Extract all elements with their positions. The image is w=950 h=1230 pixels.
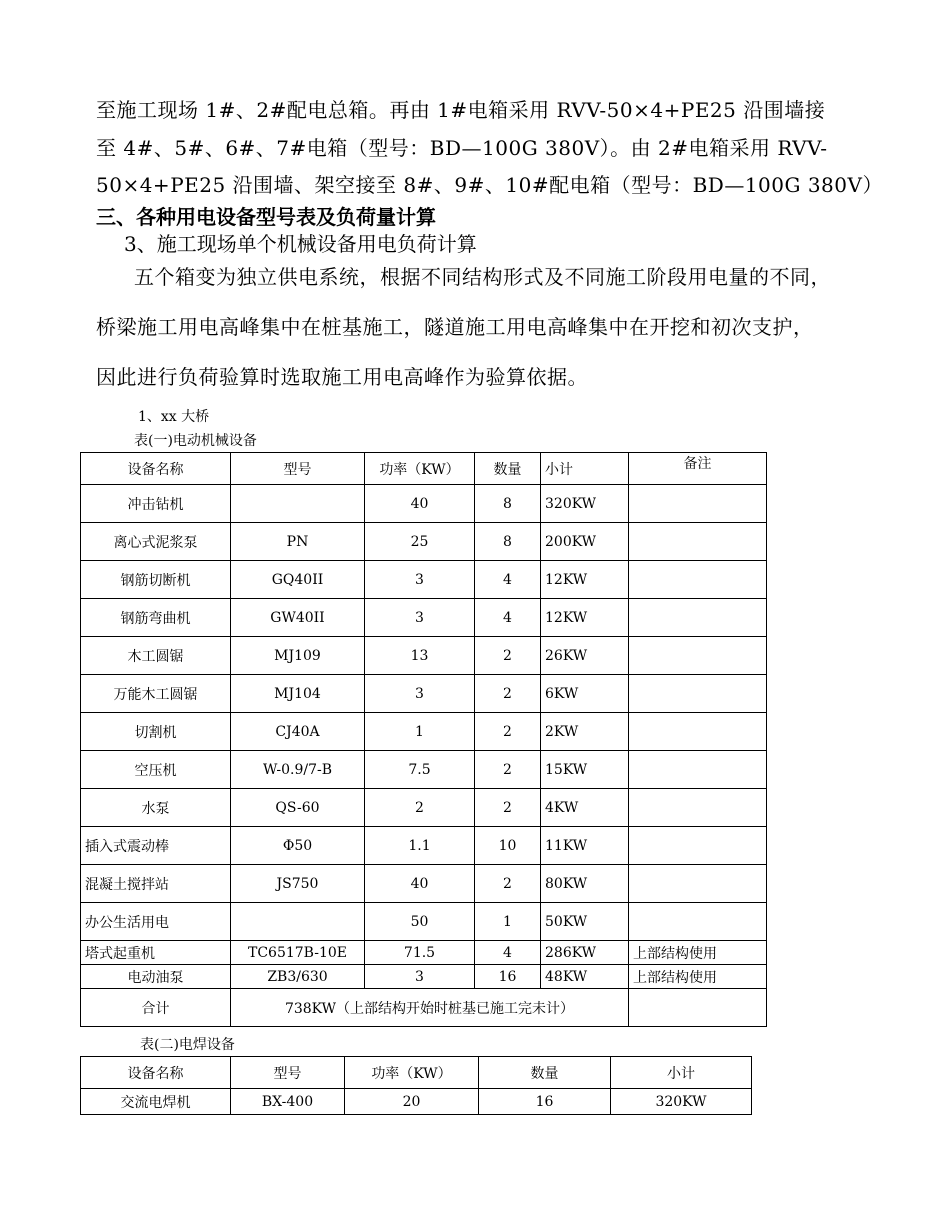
table-row xyxy=(81,903,767,941)
body-line-1: 五个箱变为独立供电系统，根据不同结构形式及不同施工阶段用电量的不同， xyxy=(134,265,831,289)
table-cell: 8 xyxy=(475,523,541,561)
table-cell: 12KW xyxy=(541,599,629,637)
table-row xyxy=(81,561,767,599)
table-cell: 80KW xyxy=(541,865,629,903)
col-header-subtotal: 小计 xyxy=(541,453,629,485)
table-cell: 木工圆锯 xyxy=(81,637,231,675)
table-row xyxy=(81,941,767,965)
col-header-note: 备注 xyxy=(629,453,767,485)
table-cell: MJ109 xyxy=(231,637,365,675)
table-cell: 1 xyxy=(475,903,541,941)
table-cell xyxy=(231,903,365,941)
paragraph-line-2: 至 4#、5#、6#、7#电箱（型号：BD—100G 380V）。由 2#电箱采用 RVV- xyxy=(96,136,828,160)
table-cell: 20 xyxy=(345,1089,479,1115)
section-heading: 三、各种用电设备型号表及负荷量计算 xyxy=(96,205,436,229)
table-cell xyxy=(629,637,767,675)
table-cell: 4 xyxy=(475,599,541,637)
table-row xyxy=(81,713,767,751)
table-cell: TC6517B-10E xyxy=(231,941,365,965)
table-cell: 1 xyxy=(365,713,475,751)
table-cell xyxy=(231,485,365,523)
table-cell: MJ104 xyxy=(231,675,365,713)
table-cell: 2 xyxy=(365,789,475,827)
table-row xyxy=(81,789,767,827)
col-header-name: 设备名称 xyxy=(81,1057,231,1089)
table-row xyxy=(81,1089,752,1115)
table-cell: GW40II xyxy=(231,599,365,637)
table-cell: 3 xyxy=(365,561,475,599)
table-row xyxy=(81,965,767,989)
col-header-model: 型号 xyxy=(231,453,365,485)
table-cell: 电动油泵 xyxy=(81,965,231,989)
table-cell: 1.1 xyxy=(365,827,475,865)
table-cell: 286KW xyxy=(541,941,629,965)
subsection-heading: 3、施工现场单个机械设备用电负荷计算 xyxy=(124,232,477,256)
table-cell: 8 xyxy=(475,485,541,523)
table-row xyxy=(81,599,767,637)
total-label: 合计 xyxy=(81,989,231,1027)
table-cell: Φ50 xyxy=(231,827,365,865)
table-cell: 3 xyxy=(365,675,475,713)
table-cell: 水泵 xyxy=(81,789,231,827)
table-row xyxy=(81,675,767,713)
body-line-3: 因此进行负荷验算时选取施工用电高峰作为验算依据。 xyxy=(96,365,588,389)
total-value: 738KW（上部结构开始时桩基已施工完未计） xyxy=(231,989,629,1027)
table-cell: 50KW xyxy=(541,903,629,941)
table-cell: 200KW xyxy=(541,523,629,561)
table-cell: 16 xyxy=(479,1089,611,1115)
table-cell: W-0.9/7-B xyxy=(231,751,365,789)
table-cell: 2 xyxy=(475,713,541,751)
table-cell: 离心式泥浆泵 xyxy=(81,523,231,561)
col-header-qty: 数量 xyxy=(475,453,541,485)
table-cell: 10 xyxy=(475,827,541,865)
table-cell: 48KW xyxy=(541,965,629,989)
table-cell: 6KW xyxy=(541,675,629,713)
col-header-power: 功率（KW） xyxy=(345,1057,479,1089)
body-line-2: 桥梁施工用电高峰集中在桩基施工，隧道施工用电高峰集中在开挖和初次支护， xyxy=(96,315,814,339)
table-cell: BX-400 xyxy=(231,1089,345,1115)
table-cell xyxy=(629,827,767,865)
table-cell: PN xyxy=(231,523,365,561)
table-cell xyxy=(629,789,767,827)
table-cell: QS-60 xyxy=(231,789,365,827)
table-cell: 混凝土搅拌站 xyxy=(81,865,231,903)
table-cell: 空压机 xyxy=(81,751,231,789)
table-row xyxy=(81,485,767,523)
table-cell: 50 xyxy=(365,903,475,941)
table-cell xyxy=(629,903,767,941)
table-cell: 15KW xyxy=(541,751,629,789)
table-row xyxy=(81,827,767,865)
table-cell: 40 xyxy=(365,485,475,523)
table-cell: 2 xyxy=(475,751,541,789)
table-cell: 2 xyxy=(475,865,541,903)
table-cell: 2 xyxy=(475,789,541,827)
table-cell: 11KW xyxy=(541,827,629,865)
total-note xyxy=(629,989,767,1027)
paragraph-line-1: 至施工现场 1#、2#配电总箱。再由 1#电箱采用 RVV-50×4+PE25 沿围墙接 xyxy=(96,98,826,122)
table-cell: 2 xyxy=(475,675,541,713)
table-cell xyxy=(629,713,767,751)
table-cell: 25 xyxy=(365,523,475,561)
table-cell: 3 xyxy=(365,965,475,989)
table-cell xyxy=(629,561,767,599)
table-row xyxy=(81,523,767,561)
bridge-label: 1、xx 大桥 xyxy=(138,409,210,425)
table-cell xyxy=(629,865,767,903)
table-cell: 上部结构使用 xyxy=(629,941,767,965)
table-cell: 2 xyxy=(475,637,541,675)
table-cell: 4 xyxy=(475,561,541,599)
table-cell: 320KW xyxy=(611,1089,752,1115)
table-cell: 13 xyxy=(365,637,475,675)
table-row xyxy=(81,637,767,675)
table-cell: ZB3/630 xyxy=(231,965,365,989)
table-cell: 7.5 xyxy=(365,751,475,789)
table-cell xyxy=(629,599,767,637)
table-cell xyxy=(629,675,767,713)
col-header-power: 功率（KW） xyxy=(365,453,475,485)
col-header-subtotal: 小计 xyxy=(611,1057,752,1089)
table-cell: 钢筋切断机 xyxy=(81,561,231,599)
table-cell: 插入式震动棒 xyxy=(81,827,231,865)
table-cell: 上部结构使用 xyxy=(629,965,767,989)
table-cell: JS750 xyxy=(231,865,365,903)
table-cell xyxy=(629,523,767,561)
table-cell: 万能木工圆锯 xyxy=(81,675,231,713)
col-header-qty: 数量 xyxy=(479,1057,611,1089)
table-cell: 冲击钻机 xyxy=(81,485,231,523)
table-cell: 钢筋弯曲机 xyxy=(81,599,231,637)
table-row xyxy=(81,865,767,903)
table-cell: CJ40A xyxy=(231,713,365,751)
table-cell: 3 xyxy=(365,599,475,637)
table2-caption: 表(二)电焊设备 xyxy=(140,1037,235,1053)
table-welding-equipment xyxy=(80,1056,752,1115)
table-cell: 塔式起重机 xyxy=(81,941,231,965)
paragraph-line-3: 50×4+PE25 沿围墙、架空接至 8#、9#、10#配电箱（型号：BD—100G 380V） xyxy=(96,173,883,197)
table-cell: GQ40II xyxy=(231,561,365,599)
table-cell: 12KW xyxy=(541,561,629,599)
table-cell xyxy=(629,485,767,523)
col-header-name: 设备名称 xyxy=(81,453,231,485)
table-cell: 办公生活用电 xyxy=(81,903,231,941)
table-electric-machinery xyxy=(80,452,767,1027)
table-cell: 16 xyxy=(475,965,541,989)
table-cell: 26KW xyxy=(541,637,629,675)
table-cell: 交流电焊机 xyxy=(81,1089,231,1115)
table-cell: 4 xyxy=(475,941,541,965)
table-row xyxy=(81,751,767,789)
table-cell xyxy=(629,751,767,789)
table-cell: 320KW xyxy=(541,485,629,523)
table-cell: 40 xyxy=(365,865,475,903)
table-row-total xyxy=(81,989,767,1027)
table-cell: 2KW xyxy=(541,713,629,751)
table-cell: 4KW xyxy=(541,789,629,827)
table-cell: 71.5 xyxy=(365,941,475,965)
col-header-model: 型号 xyxy=(231,1057,345,1089)
table1-caption: 表(一)电动机械设备 xyxy=(134,433,257,449)
table-cell: 切割机 xyxy=(81,713,231,751)
